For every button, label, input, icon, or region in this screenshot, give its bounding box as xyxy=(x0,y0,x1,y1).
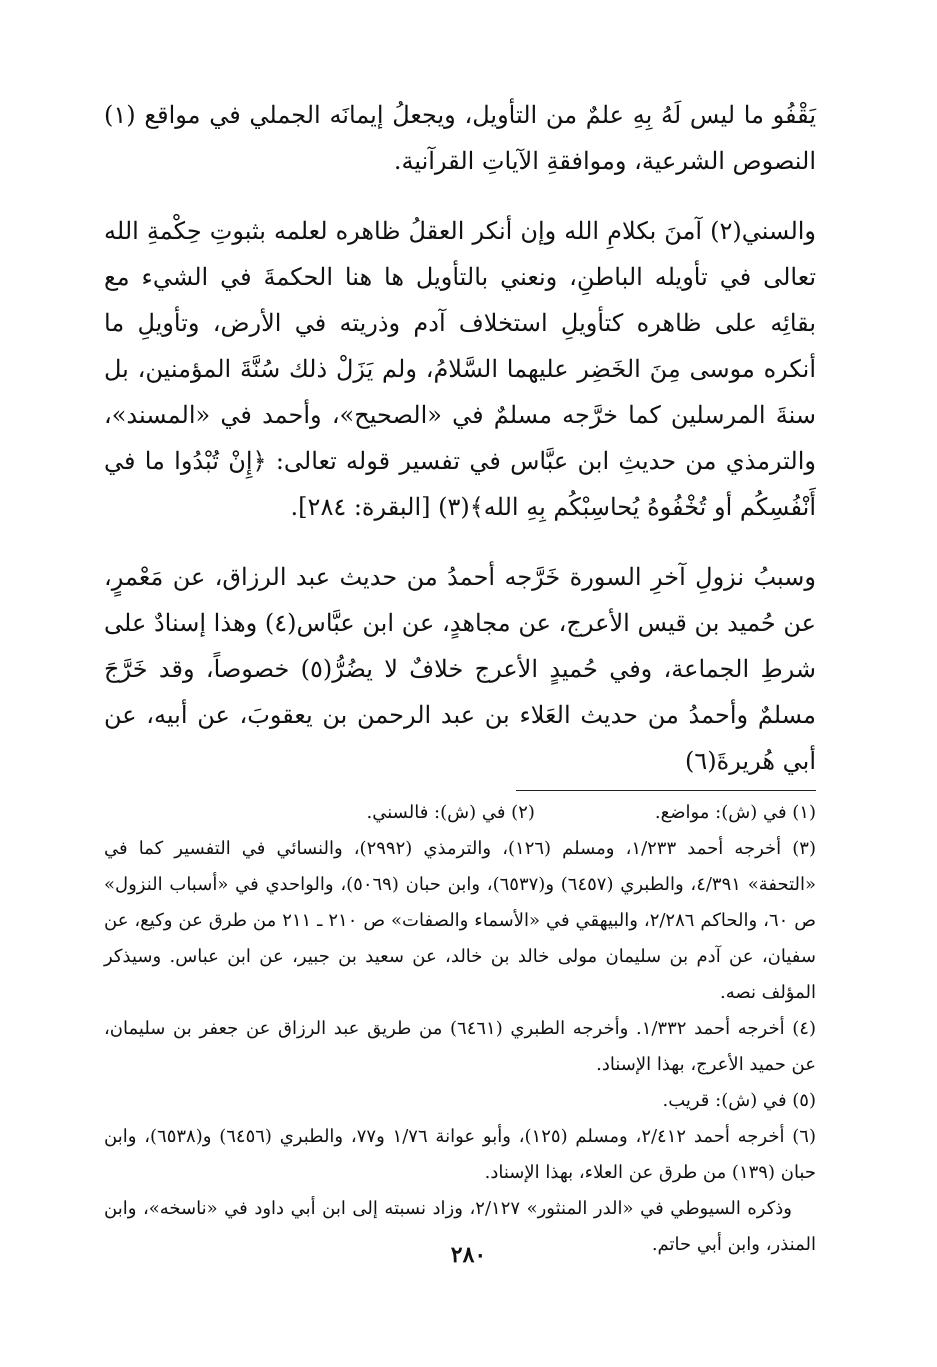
footnote-4: (٤) أخرجه أحمد ١/٣٣٢. وأخرجه الطبري (٦٤٦١) من طريق عبد الرزاق عن جعفر بن سليمان، عن حميد الأعرج، بهذا الإسناد. xyxy=(104,1018,816,1075)
paragraph-1: يَقْفُو ما ليس لَهُ بِهِ علمٌ من التأويل، ويجعلُ إيمانَه الجملي في مواقع (١) النصوص الشرعية، وموافقةِ الآياتِ القرآنية. xyxy=(104,101,816,175)
paragraph-3: وسببُ نزولِ آخرِ السورة خَرَّجه أحمدُ من حديث عبد الرزاق، عن مَعْمرٍ، عن حُميد بن قيس الأعرج، عن مجاهدٍ، عن ابن عبَّاس(٤) وهذا إسنادٌ على شرطِ الجماعة، وفي حُميدٍ الأعرج خلافٌ لا يضُرُّ(٥) خصوصاً، وقد خَرَّجَ مسلمٌ وأحمدُ من حديث العَلاء بن عبد الرحمن بن يعقوبَ، عن أبيه، عن أبي هُريرةَ(٦) xyxy=(104,563,817,775)
footnote-separator xyxy=(516,790,816,791)
footnotes xyxy=(104,795,816,1263)
book-page xyxy=(104,92,816,1263)
page-number: ٢٨٠ xyxy=(450,1242,487,1268)
footnote-5: (٥) في (ش): قريب. xyxy=(662,1090,816,1111)
footnote-2: (٢) في (ش): فالسني. xyxy=(366,802,535,823)
footnote-row-1-2 xyxy=(104,795,816,831)
footnote-6: (٦) أخرجه أحمد ٢/٤١٢، ومسلم (١٢٥)، وأبو عوانة ١/٧٦ و٧٧، والطبري (٦٤٥٦) و(٦٥٣٨)، وابن حبان (١٣٩) من طرق عن العلاء، بهذا الإسناد. xyxy=(104,1126,816,1183)
paragraph-2: والسني(٢) آمنَ بكلامِ الله وإن أنكر العقلُ ظاهره لعلمه بثبوتِ حِكْمةِ الله تعالى في تأويله الباطنِ، ونعني بالتأويل ها هنا الحكمةَ في الشيء مع بقائِه على ظاهره كتأويلِ استخلاف آدم وذريته في الأرض، وتأويلِ ما أنكره موسى مِنَ الخَضِر عليهما السَّلامُ، ولم يَزَلْ ذلك سُنَّةَ المؤمنين، بل سنةَ المرسلين كما خرَّجه مسلمٌ في «الصحيح»، وأحمد في «المسند»، والترمذي من حديثِ ابن عبَّاس في تفسير قوله تعالى: ﴿إِنْ تُبْدُوا ما في أَنْفُسِكُم أو تُخْفُوهُ يُحاسِبْكُم بِهِ الله﴾(٣) [البقرة: ٢٨٤]. xyxy=(104,217,817,521)
main-text xyxy=(104,92,816,784)
footnote-6-continuation: وذكره السيوطي في «الدر المنثور» ٢/١٢٧، وزاد نسبته إلى ابن أبي داود في «ناسخه»، وابن المنذر، وابن أبي حاتم. xyxy=(104,1198,816,1255)
footnote-1: (١) في (ش): مواضع. xyxy=(654,802,816,823)
footnote-3: (٣) أخرجه أحمد ١/٢٣٣، ومسلم (١٢٦)، والترمذي (٢٩٩٢)، والنسائي في التفسير كما في «التحفة» ٤/٣٩١، والطبري (٦٤٥٧) و(٦٥٣٧)، وابن حبان (٥٠٦٩)، والواحدي في «أسباب النزول» ص ٦٠، والحاكم ٢/٢٨٦، والبيهقي في «الأسماء والصفات» ص ٢١٠ ـ ٢١١ من طرق عن وكيع، عن سفيان، عن آدم بن سليمان مولى خالد بن خالد، عن سعيد بن جبير، عن ابن عباس. وسيذكر المؤلف نصه. xyxy=(104,838,817,1003)
